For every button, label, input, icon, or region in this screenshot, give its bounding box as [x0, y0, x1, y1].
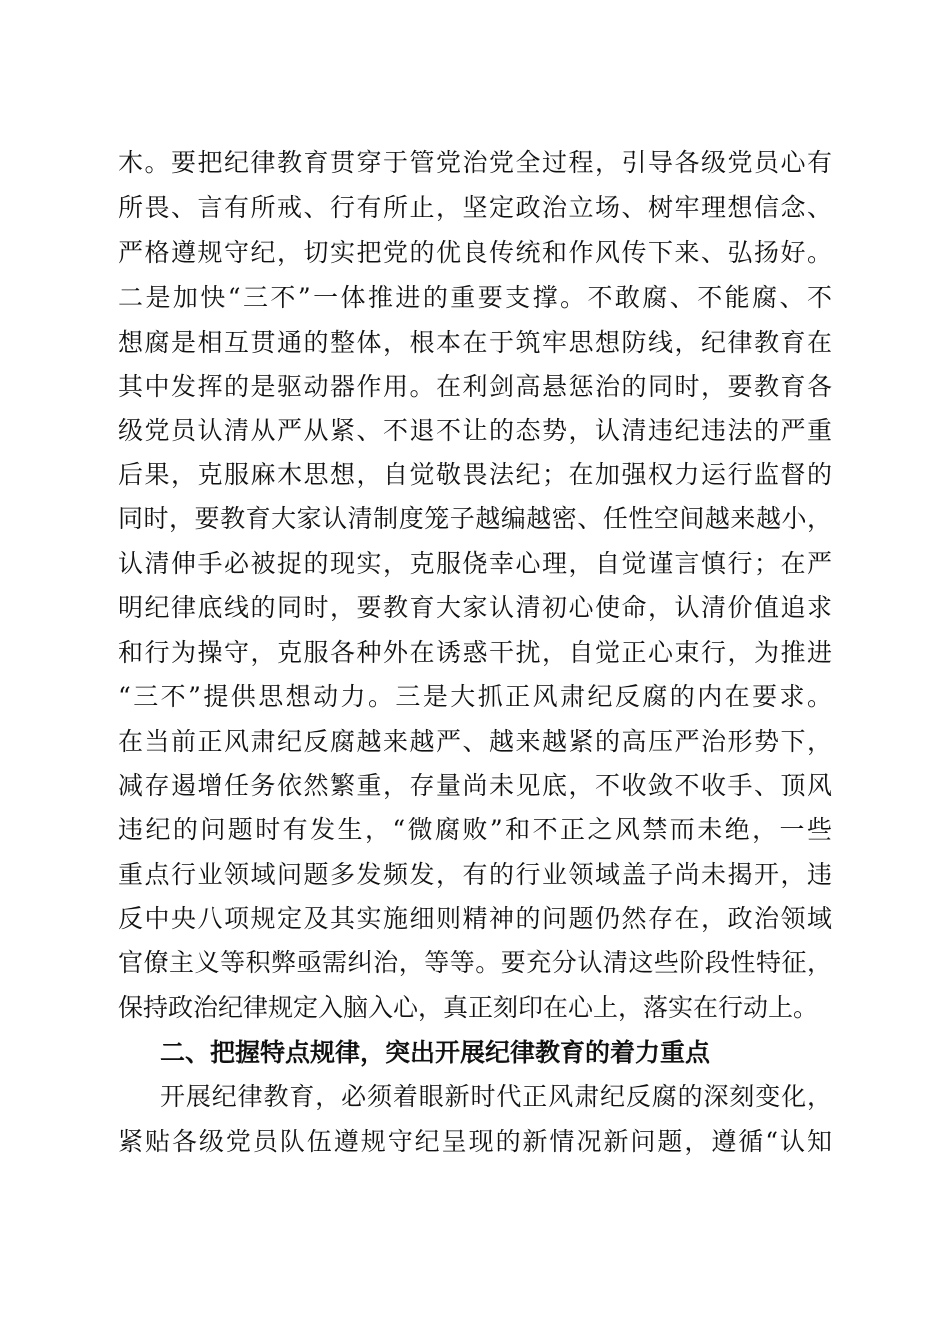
text-line: “三不”提供思想动力。三是大抓正风肃纪反腐的内在要求。	[118, 682, 832, 711]
text-line: 开展纪律教育，必须着眼新时代正风肃纪反腐的深刻变化，	[160, 1082, 832, 1111]
text-line: 其中发挥的是驱动器作用。在利剑高悬惩治的同时，要教育各	[118, 372, 832, 401]
text-line: 想腐是相互贯通的整体，根本在于筑牢思想防线，纪律教育在	[118, 328, 832, 357]
text-line: 和行为操守，克服各种外在诱惑干扰，自觉正心束行，为推进	[118, 638, 832, 667]
text-line: 紧贴各级党员队伍遵规守纪呈现的新情况新问题，遵循“认知	[118, 1127, 832, 1156]
text-line: 减存遏增任务依然繁重，存量尚未见底，不收敛不收手、顶风	[118, 771, 832, 800]
text-line: 认清伸手必被捉的现实，克服侥幸心理，自觉谨言慎行；在严	[118, 549, 832, 578]
text-line: 官僚主义等积弊亟需纠治，等等。要充分认清这些阶段性特征，	[118, 948, 832, 977]
text-line: 重点行业领域问题多发频发，有的行业领域盖子尚未揭开，违	[118, 860, 832, 889]
text-line: 在当前正风肃纪反腐越来越严、越来越紧的高压严治形势下，	[118, 727, 832, 756]
text-line: 反中央八项规定及其实施细则精神的问题仍然存在，政治领域	[118, 904, 832, 933]
text-line: 违纪的问题时有发生，“微腐败”和不正之风禁而未绝，一些	[118, 815, 832, 844]
text-line: 严格遵规守纪，切实把党的优良传统和作风传下来、弘扬好。	[118, 238, 832, 267]
text-line: 后果，克服麻木思想，自觉敬畏法纪；在加强权力运行监督的	[118, 460, 832, 489]
section-heading: 二、把握特点规律，突出开展纪律教育的着力重点	[160, 1038, 711, 1067]
text-line: 所畏、言有所戒、行有所止，坚定政治立场、树牢理想信念、	[118, 193, 832, 222]
text-line: 木。要把纪律教育贯穿于管党治党全过程，引导各级党员心有	[118, 148, 832, 177]
text-line: 保持政治纪律规定入脑入心，真正刻印在心上，落实在行动上。	[118, 993, 819, 1022]
text-line: 明纪律底线的同时，要教育大家认清初心使命，认清价值追求	[118, 593, 832, 622]
text-line: 同时，要教育大家认清制度笼子越编越密、任性空间越来越小，	[118, 504, 832, 533]
text-line: 二是加快“三不”一体推进的重要支撑。不敢腐、不能腐、不	[118, 283, 832, 312]
text-line: 级党员认清从严从紧、不退不让的态势，认清违纪违法的严重	[118, 416, 832, 445]
